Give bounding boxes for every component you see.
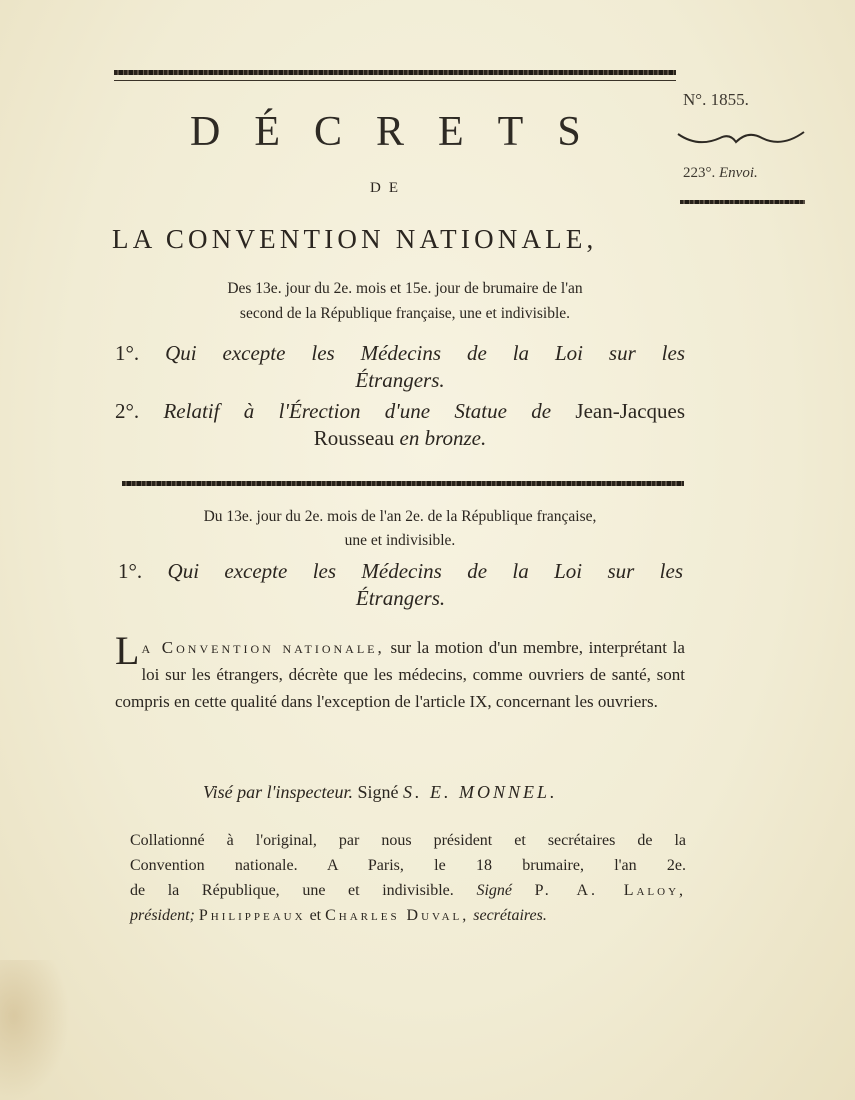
collation-republic: de la République, une et indivisible. bbox=[130, 882, 454, 899]
decree-title-line-2: Étrangers. bbox=[355, 586, 446, 610]
summary-item-2 bbox=[115, 398, 685, 452]
collation-secretary-2: Charles Duval, bbox=[325, 907, 470, 924]
collation-secretaries-title: secrétaires. bbox=[473, 907, 547, 924]
decree-title-line-1: Qui excepte les Médecins de la Loi sur les bbox=[167, 559, 684, 583]
title-de: DE bbox=[370, 180, 406, 196]
decree-number: N°. 1855. bbox=[683, 90, 749, 109]
summary-item-1-number: 1°. bbox=[115, 341, 140, 365]
summary-item-2-number: 2°. bbox=[115, 399, 140, 423]
swash-ornament-icon bbox=[676, 128, 806, 148]
collation-president-title: président; bbox=[130, 907, 195, 924]
collation-line-4 bbox=[130, 903, 686, 928]
summary-item-1-line-1: Qui excepte les Médecins de la Loi sur les bbox=[165, 341, 685, 365]
summary-item-2-roman: Jean-Jacques bbox=[575, 399, 686, 423]
collation-signe: Signé bbox=[476, 882, 512, 899]
collation-line-1: Collationné à l'original, par nous président et secrétaires de la bbox=[130, 832, 686, 849]
vise-name: S. E. MONNEL. bbox=[403, 782, 558, 802]
drop-cap: L bbox=[115, 628, 140, 673]
decree-title bbox=[118, 558, 683, 612]
summary-item-1 bbox=[115, 340, 685, 394]
middle-ornamental-rule bbox=[122, 481, 684, 486]
body-smallcaps-lead: a Convention nationale, bbox=[141, 638, 385, 657]
collation-et: et bbox=[309, 907, 322, 924]
summary-item-1-line-2: Étrangers. bbox=[355, 368, 445, 392]
header-date bbox=[120, 276, 690, 326]
collation-line-3 bbox=[130, 878, 686, 903]
decree-date-line-1: Du 13e. jour du 2e. mois de l'an 2e. de la République française, bbox=[203, 508, 597, 525]
summary-item-2-italic: Relatif à l'Érection d'une Statue de bbox=[163, 399, 552, 423]
decree-date-line-2: une et indivisible. bbox=[344, 532, 456, 549]
top-thin-rule bbox=[114, 80, 676, 81]
document-title: DÉCRETS bbox=[190, 109, 615, 155]
vise-italic: Visé par l'inspecteur. bbox=[203, 782, 353, 802]
decree-body bbox=[115, 628, 685, 715]
right-ornamental-rule bbox=[680, 200, 805, 204]
header-date-line-1: Des 13e. jour du 2e. mois et 15e. jour de brumaire de l'an bbox=[227, 280, 583, 297]
collation-line-2: Convention nationale. A Paris, le 18 brumaire, l'an 2e. bbox=[130, 857, 686, 874]
decree-title-number: 1°. bbox=[118, 559, 143, 583]
vise-signe: Signé bbox=[357, 782, 399, 802]
envoi-word: Envoi. bbox=[719, 165, 758, 181]
paper-stain bbox=[0, 960, 70, 1100]
envoi-label bbox=[683, 165, 758, 182]
summary-item-2-line-2-roman: Rousseau bbox=[313, 426, 395, 450]
summary-item-2-line-2-italic: en bronze. bbox=[399, 426, 487, 450]
header-date-line-2: second de la République française, une et indivisible. bbox=[239, 305, 571, 322]
collation-secretary-1: Philippeaux bbox=[198, 907, 306, 924]
body-text: sur la motion d'un membre, interprétant la loi sur les étrangers, décrète que les médecins, comme ouvriers de santé, sont compris en cette qualité dans l'exception de l'article IX, concernant les ouvriers. bbox=[115, 638, 685, 711]
vise-line bbox=[203, 782, 558, 803]
envoi-number: 223°. bbox=[683, 165, 716, 181]
convention-heading: LA CONVENTION NATIONALE, bbox=[112, 224, 598, 254]
collation-president-name: P. A. Laloy, bbox=[534, 882, 687, 899]
collation-block bbox=[130, 828, 686, 928]
decree-date bbox=[115, 505, 685, 553]
top-ornamental-rule bbox=[114, 70, 676, 75]
